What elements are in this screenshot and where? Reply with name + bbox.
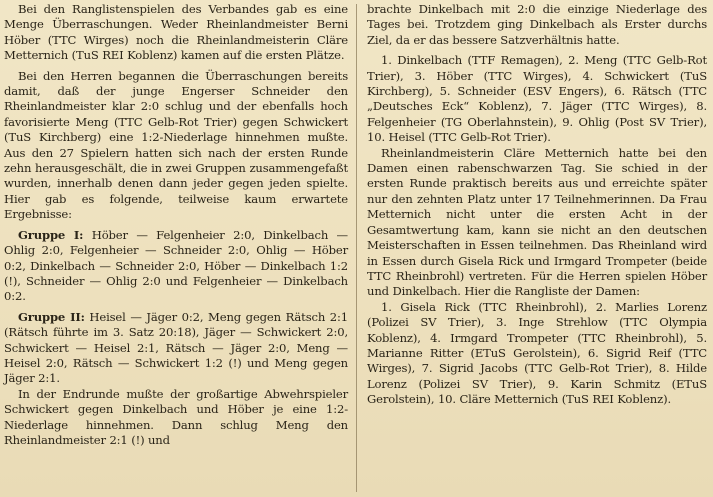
men-ranking-list: 1. Dinkelbach (TTF Remagen), 2. Meng (TTC Gelb-Rot Trier), 3. Höber (TTC Wirges), 4. Schwickert (TuS Kirchberg), 5. Schneider (ESV Engers), 6. Rätsch (TTC „Deutsches Eck“ Koblenz), 7. Jäger (TTC Wirges), 8. Felgenheier (TG Oberlahnstein), 9. Ohlig (Post SV Trier), 10. Heisel (TTC Gelb-Rot Trier). — [367, 53, 707, 145]
group-two-results — [4, 310, 348, 387]
group-one-text: Höber — Felgenheier 2:0, Dinkelbach — Ohlig 2:0, Felgenheier — Schneider 2:0, Ohlig — Höber 0:2, Dinkelbach — Schneider 2:0, Höber — Dinkelbach 1:2 (!), Schneider — Ohlig 2:0 und Felgenheier — Dinkelbach 0:2. — [4, 227, 349, 304]
column-divider — [356, 4, 357, 492]
men-results-paragraph: Bei den Herren begannen die Überraschungen bereits damit, daß der junge Engerser Schneider den Rheinlandmeister klar 2:0 schlug und der ebenfalls hoch favorisierte Meng (TTC Gelb-Rot Trier) gegen Schwickert (TuS Kirchberg) eine 1:2-Niederlage hinnehmen mußte. Aus den 27 Spielern hatten sich nach der ersten Runde zehn herausgeschält, die in zwei Gruppen zusammengefaßt wurden, innerhalb denen dann jeder gegen jeden spielte. Hier gab es folgende, teilweise kaum erwartete Ergebnisse: — [4, 68, 348, 222]
left-column — [4, 2, 348, 448]
intro-paragraph: Bei den Ranglistenspielen des Verbandes gab es eine Menge Überraschungen. Weder Rheinlandmeister Berni Höber (TTC Wirges) noch die Rheinlandmeisterin Cläre Metternich (TuS REI Koblenz) kamen auf die ersten Plätze. — [4, 2, 348, 63]
women-ranking-list: 1. Gisela Rick (TTC Rheinbrohl), 2. Marlies Lorenz (Polizei SV Trier), 3. Inge Strehlow (TTC Olympia Koblenz), 4. Irmgard Trompeter (TTC Rheinbrohl), 5. Marianne Ritter (ETuS Gerolstein), 6. Sigrid Reif (TTC Wirges), 7. Sigrid Jacobs (TTC Gelb-Rot Trier), 8. Hilde Lorenz (Polizei SV Trier), 9. Karin Schmitz (ETuS Gerolstein), 10. Cläre Metternich (TuS REI Koblenz). — [367, 299, 707, 407]
continuation-paragraph: brachte Dinkelbach mit 2:0 die einzige Niederlage des Tages bei. Trotzdem ging Dinkelbach als Erster durchs Ziel, da er das bessere Satzverhältnis hatte. — [367, 2, 707, 47]
right-column — [367, 2, 707, 408]
women-report-paragraph: Rheinlandmeisterin Cläre Metternich hatte bei den Damen einen rabenschwarzen Tag. Sie schied in der ersten Runde praktisch bereits aus und erreichte später nur den zehnten Platz unter 17 Teilnehmerinnen. Da Frau Metternich nicht unter die ersten Acht in der Gesamtwertung kam, kann sie nicht an den deutschen Meisterschaften in Essen teilnehmen. Das Rheinland wird in Essen durch Gisela Rick und Irmgard Trompeter (beide TTC Rheinbrohl) vertreten. Für die Herren spielen Höber und Dinkelbach. Hier die Rangliste der Damen: — [367, 145, 707, 299]
group-two-label: Gruppe II: — [18, 309, 85, 324]
group-one-label: Gruppe I: — [18, 227, 84, 242]
group-one-results — [4, 228, 348, 305]
final-round-paragraph: In der Endrunde mußte der großartige Abwehrspieler Schwickert gegen Dinkelbach und Höber je eine 1:2-Niederlage hinnehmen. Dann schlug Meng den Rheinlandmeister 2:1 (!) und — [4, 386, 348, 447]
group-two-text: Heisel — Jäger 0:2, Meng gegen Rätsch 2:1 (Rätsch führte im 3. Satz 20:18), Jäger — Schwickert 2:0, Schwickert — Heisel 2:1, Rätsch — Jäger 2:0, Meng — Heisel 2:0, Rätsch — Schwickert 1:2 (!) und Meng gegen Jäger 2:1. — [4, 309, 348, 386]
